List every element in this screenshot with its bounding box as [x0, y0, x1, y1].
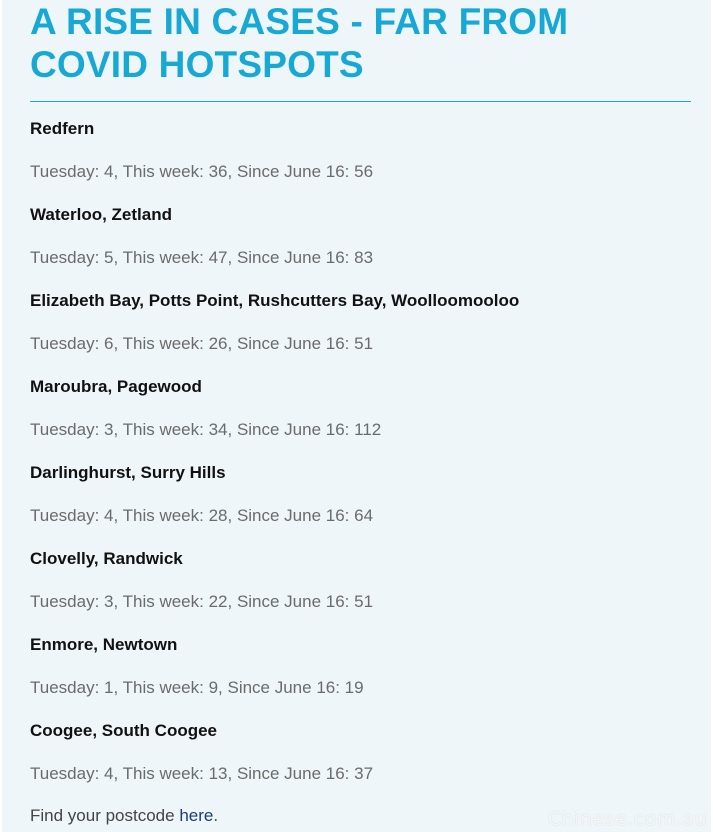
suburb-stats: Tuesday: 6, This week: 26, Since June 16: 51 — [30, 334, 374, 353]
title-divider — [30, 101, 691, 102]
suburb-stats: Tuesday: 4, This week: 36, Since June 16: 56 — [30, 162, 374, 181]
article-panel — [2, 0, 711, 832]
suburb-stats: Tuesday: 5, This week: 47, Since June 16: 83 — [30, 248, 374, 267]
suburb-name: Coogee, South Coogee — [30, 721, 217, 740]
article-title: A RISE IN CASES - FAR FROM COVID HOTSPOTS — [30, 1, 569, 85]
suburb-name: Maroubra, Pagewood — [30, 377, 202, 396]
suburb-stats: Tuesday: 1, This week: 9, Since June 16: 19 — [30, 678, 364, 697]
site-watermark: Chinese.com.au — [547, 808, 707, 830]
footer-suffix: . — [213, 806, 219, 825]
suburb-name: Clovelly, Randwick — [30, 549, 183, 568]
footer-prefix: Find your postcode — [30, 806, 180, 825]
suburb-stats: Tuesday: 4, This week: 13, Since June 16: 37 — [30, 764, 374, 783]
suburb-stats: Tuesday: 4, This week: 28, Since June 16: 64 — [30, 506, 374, 525]
postcode-link[interactable]: here — [179, 806, 214, 825]
suburb-stats: Tuesday: 3, This week: 34, Since June 16: 112 — [30, 420, 382, 439]
suburb-stats: Tuesday: 3, This week: 22, Since June 16: 51 — [30, 592, 374, 611]
suburb-name: Waterloo, Zetland — [30, 205, 172, 224]
suburb-name: Redfern — [30, 119, 95, 138]
postcode-footer — [30, 801, 218, 831]
suburb-list — [30, 112, 700, 800]
suburb-name: Elizabeth Bay, Potts Point, Rushcutters Bay, Woolloomooloo — [30, 291, 520, 310]
suburb-name: Enmore, Newtown — [30, 635, 178, 654]
suburb-name: Darlinghurst, Surry Hills — [30, 463, 226, 482]
